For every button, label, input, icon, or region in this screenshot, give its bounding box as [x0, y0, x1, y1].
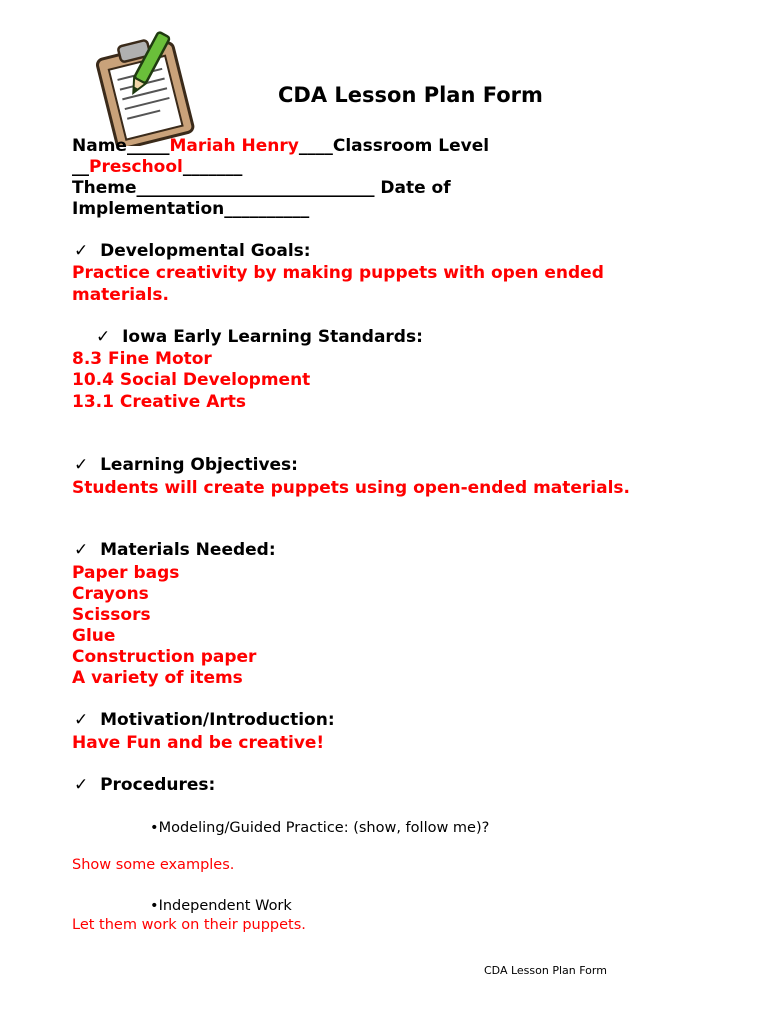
material-item: Glue [72, 626, 116, 646]
check-icon: ✓ [96, 327, 111, 347]
iowa-item: 10.4 Social Development [72, 370, 311, 390]
objectives-heading [74, 455, 298, 475]
material-item: Scissors [72, 605, 151, 625]
theme-date-line: Theme____________________________ Date of [72, 178, 451, 198]
bullet-icon: • [150, 898, 159, 914]
check-icon: ✓ [74, 710, 89, 730]
motivation-heading [74, 710, 335, 730]
modeling-label: Modeling/Guided Practice: (show, follow me)? [158, 820, 490, 836]
level-value: Preschool [89, 157, 183, 177]
page-title: CDA Lesson Plan Form [278, 83, 543, 107]
materials-heading-text: Materials Needed: [100, 540, 276, 560]
modeling-item [150, 820, 489, 836]
iowa-heading-text: Iowa Early Learning Standards: [122, 327, 423, 347]
iowa-item: 8.3 Fine Motor [72, 349, 212, 369]
check-icon: ✓ [74, 241, 89, 261]
material-item: A variety of items [72, 668, 243, 688]
page-footer: CDA Lesson Plan Form [484, 964, 607, 977]
classroom-level-label: ____Classroom Level [298, 136, 490, 156]
clipboard-pen-icon [84, 28, 202, 146]
objectives-heading-text: Learning Objectives: [100, 455, 298, 475]
objectives-text: Students will create puppets using open-ended materials. [72, 478, 631, 498]
level-tail: _______ [182, 157, 243, 177]
material-item: Construction paper [72, 647, 257, 667]
check-icon: ✓ [74, 540, 89, 560]
bullet-icon: • [150, 820, 159, 836]
independent-text: Let them work on their puppets. [72, 917, 306, 933]
name-value: Mariah Henry [169, 136, 299, 156]
name-label: Name_____ [72, 136, 170, 156]
motivation-text: Have Fun and be creative! [72, 733, 325, 753]
procedures-heading [74, 775, 215, 795]
independent-item [150, 898, 292, 914]
procedures-heading-text: Procedures: [100, 775, 216, 795]
check-icon: ✓ [74, 455, 89, 475]
dev-goals-heading-text: Developmental Goals: [100, 241, 311, 261]
implementation-line: Implementation__________ [72, 199, 310, 219]
dev-goals-text-1: Practice creativity by making puppets with open ended [72, 263, 604, 283]
motivation-heading-text: Motivation/Introduction: [100, 710, 335, 730]
independent-label: Independent Work [158, 898, 292, 914]
level-line [72, 157, 242, 177]
dev-goals-heading [74, 241, 311, 261]
materials-heading [74, 540, 276, 560]
dev-goals-text-2: materials. [72, 285, 169, 305]
iowa-heading [96, 327, 423, 347]
iowa-item: 13.1 Creative Arts [72, 392, 246, 412]
name-line [72, 136, 489, 156]
material-item: Paper bags [72, 563, 180, 583]
material-item: Crayons [72, 584, 149, 604]
check-icon: ✓ [74, 775, 89, 795]
modeling-text: Show some examples. [72, 857, 235, 873]
level-prefix: __ [72, 157, 89, 177]
